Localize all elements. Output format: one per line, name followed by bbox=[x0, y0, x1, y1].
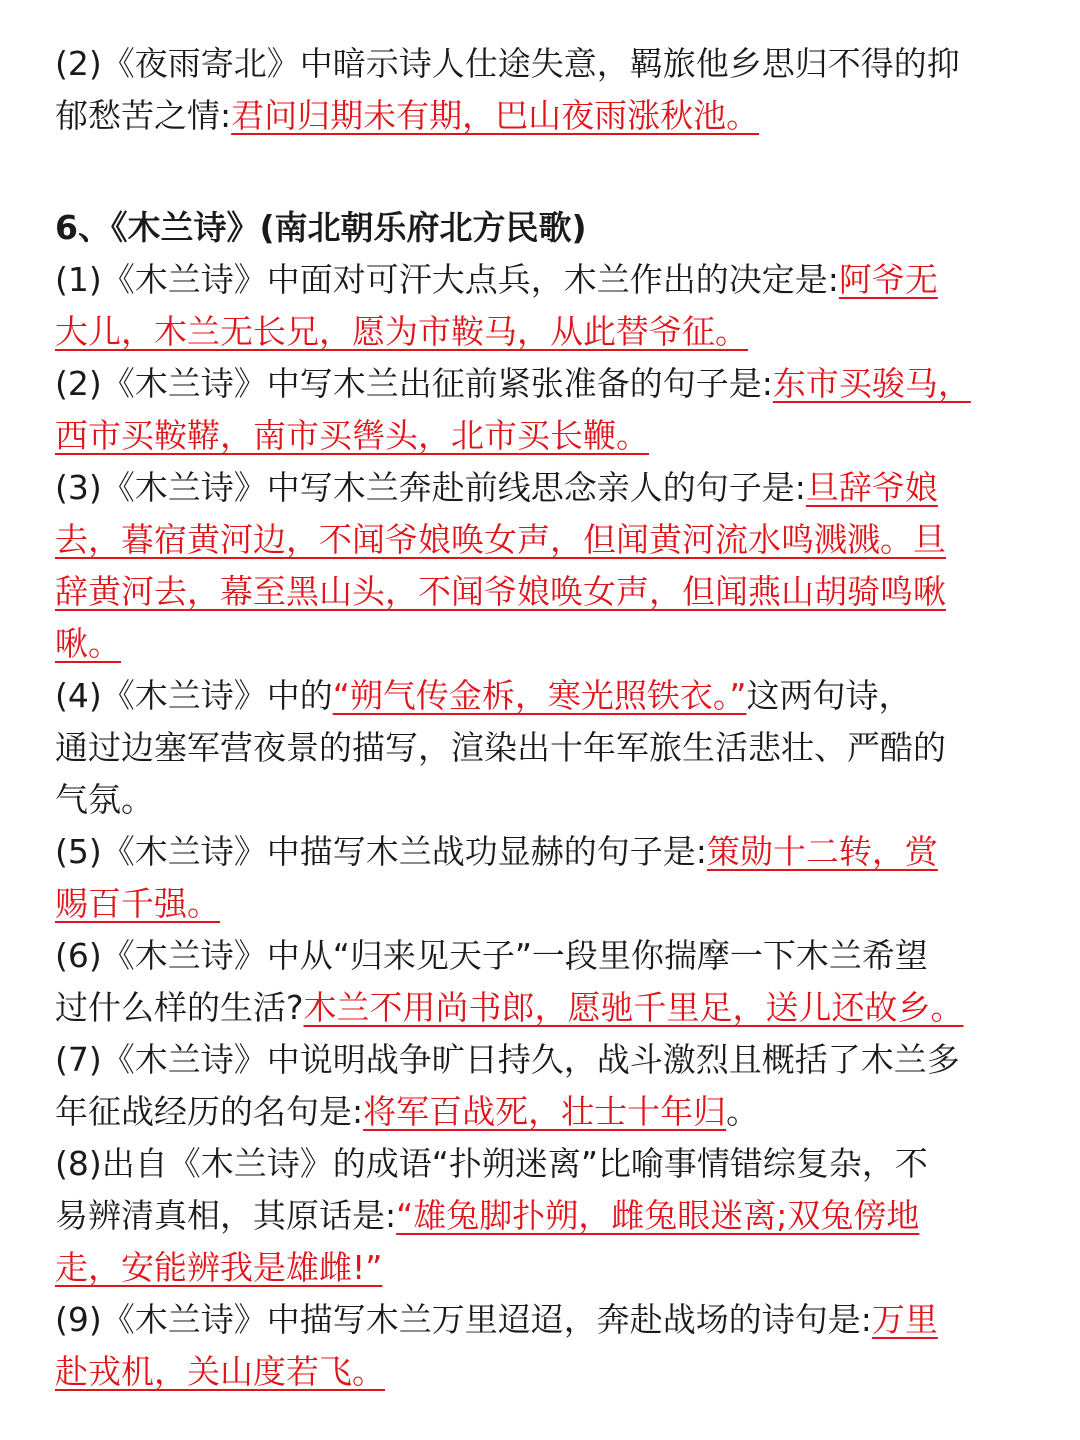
answer-5-part2: 赐百千强。 bbox=[55, 884, 220, 923]
question-5-line2 bbox=[55, 878, 1015, 930]
answer-8-part1: “雄兔脚扑朔，雌兔眼迷离;双兔傍地 bbox=[396, 1196, 920, 1235]
question-7-end: 。 bbox=[726, 1092, 760, 1131]
question-4-text-2: 通过边塞军营夜景的描写，渲染出十年军旅生活悲壮、严酷的 bbox=[55, 728, 946, 767]
question-8-line3 bbox=[55, 1242, 1015, 1294]
question-4-line3 bbox=[55, 774, 1015, 826]
question-3-line3 bbox=[55, 566, 1015, 618]
question-3-line2 bbox=[55, 514, 1015, 566]
answer-4: “朔气传金柝，寒光照铁衣。” bbox=[332, 676, 747, 715]
answer-9-part1: 万里 bbox=[871, 1300, 938, 1339]
question-4-suffix: 这两句诗， bbox=[746, 676, 912, 715]
question-3-text: (3)《木兰诗》中写木兰奔赴前线思念亲人的句子是: bbox=[55, 468, 806, 507]
question-8-line1 bbox=[55, 1138, 1015, 1190]
question-7-line2 bbox=[55, 1086, 1015, 1138]
answer-2-part2: 西市买鞍鞯，南市买辔头，北市买长鞭。 bbox=[55, 416, 649, 455]
question-prev-2-line1 bbox=[55, 38, 1015, 90]
answer-7: 将军百战死，壮士十年归 bbox=[363, 1092, 727, 1131]
answer-1-part1: 阿爷无 bbox=[838, 260, 938, 299]
answer-5-part1: 策勋十二转，赏 bbox=[706, 832, 938, 871]
answer-3-part3: 辞黄河去，幕至黑山头，不闻爷娘唤女声，但闻燕山胡骑鸣啾 bbox=[55, 572, 946, 611]
answer-3-part1: 旦辞爷娘 bbox=[805, 468, 938, 507]
section-title bbox=[55, 202, 1015, 254]
question-prev-2-line2 bbox=[55, 90, 1015, 142]
question-6-line2 bbox=[55, 982, 1015, 1034]
answer-1-part2: 大儿，木兰无长兄，愿为市鞍马，从此替爷征。 bbox=[55, 312, 748, 351]
question-3-line4 bbox=[55, 618, 1015, 670]
question-5-line1 bbox=[55, 826, 1015, 878]
question-8-text-2: 易辨清真相，其原话是: bbox=[55, 1196, 397, 1235]
question-4-line2 bbox=[55, 722, 1015, 774]
question-1-line2 bbox=[55, 306, 1015, 358]
section-title-text: 6、《木兰诗》(南北朝乐府北方民歌) bbox=[55, 208, 587, 247]
question-9-text: (9)《木兰诗》中描写木兰万里迢迢，奔赴战场的诗句是: bbox=[55, 1300, 872, 1339]
question-4-line1 bbox=[55, 670, 1015, 722]
question-1-text: (1)《木兰诗》中面对可汗大点兵，木兰作出的决定是: bbox=[55, 260, 839, 299]
document-page bbox=[55, 38, 1015, 1398]
answer-3-part2: 去，暮宿黄河边，不闻爷娘唤女声，但闻黄河流水鸣溅溅。旦 bbox=[55, 520, 946, 559]
question-6-text-2: 过什么样的生活? bbox=[55, 988, 304, 1027]
answer-6: 木兰不用尚书郎，愿驰千里足，送儿还故乡。 bbox=[303, 988, 964, 1027]
question-2-text: (2)《木兰诗》中写木兰出征前紧张准备的句子是: bbox=[55, 364, 773, 403]
section-gap bbox=[55, 142, 1015, 202]
question-8-line2 bbox=[55, 1190, 1015, 1242]
question-9-line2 bbox=[55, 1346, 1015, 1398]
question-7-text: (7)《木兰诗》中说明战争旷日持久，战斗激烈且概括了木兰多 bbox=[55, 1040, 960, 1079]
answer-prev-2: 君问归期未有期，巴山夜雨涨秋池。 bbox=[231, 96, 760, 135]
question-prev-2-text: (2)《夜雨寄北》中暗示诗人仕途失意，羁旅他乡思归不得的抑 bbox=[55, 44, 960, 83]
question-5-text: (5)《木兰诗》中描写木兰战功显赫的句子是: bbox=[55, 832, 707, 871]
question-7-text-2: 年征战经历的名句是: bbox=[55, 1092, 364, 1131]
question-6-line1 bbox=[55, 930, 1015, 982]
question-2-line2 bbox=[55, 410, 1015, 462]
question-2-line1 bbox=[55, 358, 1015, 410]
answer-9-part2: 赴戎机，关山度若飞。 bbox=[55, 1352, 385, 1391]
question-9-line1 bbox=[55, 1294, 1015, 1346]
answer-2-part1: 东市买骏马， bbox=[772, 364, 971, 403]
question-4-prefix: (4)《木兰诗》中的 bbox=[55, 676, 333, 715]
question-7-line1 bbox=[55, 1034, 1015, 1086]
question-8-text: (8)出自《木兰诗》的成语“扑朔迷离”比喻事情错综复杂，不 bbox=[55, 1144, 928, 1183]
answer-3-part4: 啾。 bbox=[55, 624, 121, 663]
question-4-text-3: 气氛。 bbox=[55, 780, 154, 819]
question-3-line1 bbox=[55, 462, 1015, 514]
question-1-line1 bbox=[55, 254, 1015, 306]
question-prev-2-text-2: 郁愁苦之情: bbox=[55, 96, 232, 135]
answer-8-part2: 走，安能辨我是雄雌!” bbox=[55, 1248, 383, 1287]
question-6-text: (6)《木兰诗》中从“归来见天子”一段里你揣摩一下木兰希望 bbox=[55, 936, 928, 975]
